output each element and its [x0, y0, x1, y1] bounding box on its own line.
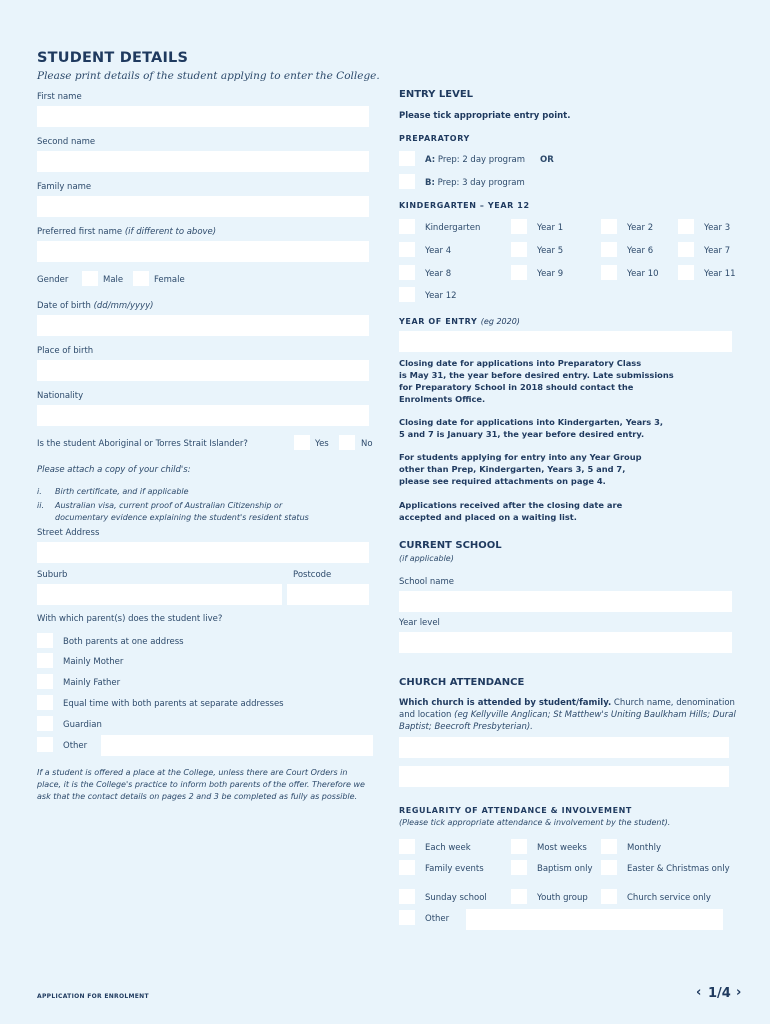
attach-item-i-number: i.	[37, 487, 42, 496]
regularity-checkbox[interactable]	[601, 889, 617, 904]
year-checkbox[interactable]	[601, 242, 617, 257]
year-label: Year 9	[537, 269, 564, 279]
postcode-label: Postcode	[293, 570, 332, 580]
year-checkbox[interactable]	[601, 265, 617, 280]
second-name-field[interactable]	[37, 151, 369, 172]
year-of-entry-field[interactable]	[399, 331, 732, 352]
closing-paragraph-1-line: is May 31, the year before desired entry. Late submissions	[399, 370, 674, 380]
church-instruction-line1: Which church is attended by student/family. Church name, denomination	[399, 698, 735, 708]
regularity-label: Each week	[425, 843, 471, 853]
parent-option-checkbox[interactable]	[37, 633, 53, 648]
regularity-label: Baptism only	[537, 864, 593, 874]
current-school-title: CURRENT SCHOOL	[399, 540, 502, 551]
church-attendance-title: CHURCH ATTENDANCE	[399, 677, 525, 688]
regularity-checkbox[interactable]	[511, 860, 527, 875]
aboriginal-yes-label: Yes	[315, 439, 329, 449]
year-checkbox[interactable]	[511, 242, 527, 257]
regularity-checkbox[interactable]	[601, 860, 617, 875]
preferred-name-field[interactable]	[37, 241, 369, 262]
year-checkbox[interactable]	[601, 219, 617, 234]
school-name-label: School name	[399, 577, 455, 587]
year-label: Year 1	[537, 223, 564, 233]
second-name-label: Second name	[37, 137, 96, 147]
year-label: Year 3	[704, 223, 731, 233]
dob-label: Date of birth (dd/mm/yyyy)	[37, 301, 154, 311]
court-note-line3: ask that the contact details on pages 2 and 3 be completed as fully as possible.	[37, 792, 358, 801]
current-school-note: (if applicable)	[399, 554, 454, 563]
closing-paragraph-2-line: 5 and 7 is January 31, the year before desired entry.	[399, 429, 645, 439]
aboriginal-no-checkbox[interactable]	[339, 435, 355, 450]
suburb-label: Suburb	[37, 570, 68, 580]
attach-item-i: Birth certificate, and if applicable	[55, 487, 189, 496]
year-checkbox[interactable]	[399, 242, 415, 257]
year-label: Year 4	[425, 246, 452, 256]
year-of-entry-caption: YEAR OF ENTRY (eg 2020)	[399, 317, 520, 326]
male-checkbox[interactable]	[82, 271, 98, 286]
dob-field[interactable]	[37, 315, 369, 336]
entry-level-instruction: Please tick appropriate entry point.	[399, 111, 571, 121]
prep-a-checkbox[interactable]	[399, 151, 415, 166]
year-checkbox[interactable]	[399, 265, 415, 280]
parent-option-checkbox[interactable]	[37, 716, 53, 731]
year-label: Year 7	[704, 246, 731, 256]
year-checkbox[interactable]	[678, 242, 694, 257]
year-checkbox[interactable]	[678, 219, 694, 234]
preferred-name-note: (if different to above)	[124, 227, 217, 237]
parent-option-label: Both parents at one address	[63, 637, 184, 647]
footer-label: APPLICATION FOR ENROLMENT	[37, 993, 149, 1000]
parent-question: With which parent(s) does the student live?	[37, 614, 223, 624]
year-checkbox[interactable]	[678, 265, 694, 280]
preferred-name-label: Preferred first name (if different to above)	[37, 227, 217, 237]
regularity-label: Most weeks	[537, 843, 587, 853]
nationality-label: Nationality	[37, 391, 84, 401]
aboriginal-yes-checkbox[interactable]	[294, 435, 310, 450]
entry-level-title: ENTRY LEVEL	[399, 89, 474, 100]
male-label: Male	[103, 275, 124, 285]
regularity-label: Youth group	[537, 893, 588, 903]
parent-option-label: Guardian	[63, 720, 102, 730]
closing-paragraph-4-line: accepted and placed on a waiting list.	[399, 512, 577, 522]
year-label: Year 12	[425, 291, 457, 301]
prep-or-label: OR	[540, 155, 554, 165]
regularity-checkbox[interactable]	[399, 839, 415, 854]
prep-b-checkbox[interactable]	[399, 174, 415, 189]
page-subtitle: Please print details of the student applying to enter the College.	[37, 70, 380, 82]
regularity-label: Sunday school	[425, 893, 487, 903]
year-level-field[interactable]	[399, 632, 732, 653]
attach-item-ii-number: ii.	[37, 501, 44, 510]
street-field[interactable]	[37, 542, 369, 563]
year-label: Year 8	[425, 269, 452, 279]
closing-paragraph-4-line: Applications received after the closing date are	[399, 500, 623, 510]
next-page-button[interactable]: ›	[736, 985, 742, 1000]
church-instruction-line2: and location (eg Kellyville Anglican; St Matthew's Uniting Baulkham Hills; Dural	[399, 710, 736, 720]
family-name-field[interactable]	[37, 196, 369, 217]
court-note-line1: If a student is offered a place at the College, unless there are Court Orders in	[37, 768, 348, 777]
year-checkbox[interactable]	[399, 219, 415, 234]
year-label: Year 5	[537, 246, 564, 256]
previous-page-button[interactable]: ‹	[696, 985, 702, 1000]
year-label: Year 11	[704, 269, 736, 279]
regularity-checkbox[interactable]	[511, 889, 527, 904]
parent-option-checkbox[interactable]	[37, 653, 53, 668]
attach-intro: Please attach a copy of your child's:	[37, 465, 191, 475]
year-checkbox[interactable]	[399, 287, 415, 302]
church-instruction-line3: Baptist; Beecroft Presbyterian).	[399, 722, 533, 732]
regularity-checkbox[interactable]	[601, 839, 617, 854]
closing-paragraph-1-line: for Preparatory School in 2018 should contact the	[399, 382, 634, 392]
regularity-label: Easter & Christmas only	[627, 864, 730, 874]
year-of-entry-note: (eg 2020)	[480, 317, 520, 326]
kindergarten-year12-caption: KINDERGARTEN – YEAR 12	[399, 201, 530, 210]
closing-paragraph-3-line: For students applying for entry into any Year Group	[399, 452, 642, 462]
aboriginal-question: Is the student Aboriginal or Torres Strait Islander?	[37, 439, 248, 449]
year-level-label: Year level	[399, 618, 440, 628]
church-field-2[interactable]	[399, 766, 729, 787]
place-of-birth-field[interactable]	[37, 360, 369, 381]
prep-b-label: B: Prep: 3 day program	[425, 178, 525, 188]
year-checkbox[interactable]	[511, 265, 527, 280]
attach-item-ii-line1: Australian visa, current proof of Australian Citizenship or	[55, 501, 283, 510]
preparatory-caption: PREPARATORY	[399, 134, 470, 143]
place-of-birth-label: Place of birth	[37, 346, 94, 356]
parent-option-checkbox[interactable]	[37, 674, 53, 689]
first-name-label: First name	[37, 92, 82, 102]
parent-option-checkbox[interactable]	[37, 737, 53, 752]
page-title: STUDENT DETAILS	[37, 50, 189, 66]
parent-option-label: Mainly Father	[63, 678, 121, 688]
parent-other-field[interactable]	[101, 735, 373, 756]
school-name-field[interactable]	[399, 591, 732, 612]
regularity-label: Church service only	[627, 893, 711, 903]
dob-note: (dd/mm/yyyy)	[93, 301, 154, 311]
regularity-label: Other	[425, 914, 450, 924]
first-name-field[interactable]	[37, 106, 369, 127]
gender-label: Gender	[37, 275, 69, 285]
regularity-other-field[interactable]	[466, 909, 723, 930]
postcode-field[interactable]	[287, 584, 369, 605]
regularity-checkbox[interactable]	[511, 839, 527, 854]
parent-option-label: Mainly Mother	[63, 657, 124, 667]
prep-a-label: A: Prep: 2 day program	[425, 155, 526, 165]
closing-paragraph-2-line: Closing date for applications into Kindergarten, Years 3,	[399, 417, 664, 427]
regularity-checkbox[interactable]	[399, 889, 415, 904]
family-name-label: Family name	[37, 182, 92, 192]
regularity-checkbox[interactable]	[399, 910, 415, 925]
regularity-caption: REGULARITY OF ATTENDANCE & INVOLVEMENT	[399, 806, 632, 815]
street-label: Street Address	[37, 528, 100, 538]
year-label: Kindergarten	[425, 223, 481, 233]
attach-item-ii-line2: documentary evidence explaining the student's resident status	[55, 513, 309, 522]
year-label: Year 6	[627, 246, 654, 256]
regularity-checkbox[interactable]	[399, 860, 415, 875]
female-label: Female	[154, 275, 185, 285]
church-field-1[interactable]	[399, 737, 729, 758]
female-checkbox[interactable]	[133, 271, 149, 286]
nationality-field[interactable]	[37, 405, 369, 426]
parent-option-checkbox[interactable]	[37, 695, 53, 710]
regularity-label: Monthly	[627, 843, 662, 853]
closing-paragraph-1-line: Closing date for applications into Preparatory Class	[399, 358, 642, 368]
closing-paragraph-3-line: other than Prep, Kindergarten, Years 3, 5 and 7,	[399, 464, 626, 474]
year-label: Year 10	[627, 269, 659, 279]
year-checkbox[interactable]	[511, 219, 527, 234]
aboriginal-no-label: No	[361, 439, 373, 449]
closing-paragraph-3-line: please see required attachments on page 4.	[399, 476, 606, 486]
court-note-line2: place, it is the College's practice to inform both parents of the offer. Therefore we	[37, 780, 365, 789]
regularity-label: Family events	[425, 864, 484, 874]
parent-option-label: Equal time with both parents at separate addresses	[63, 699, 284, 709]
parent-option-label: Other	[63, 741, 88, 751]
suburb-field[interactable]	[37, 584, 282, 605]
page-indicator: 1/4	[708, 986, 731, 1001]
regularity-note: (Please tick appropriate attendance & involvement by the student).	[399, 818, 671, 827]
year-label: Year 2	[627, 223, 654, 233]
closing-paragraph-1-line: Enrolments Office.	[399, 394, 486, 404]
